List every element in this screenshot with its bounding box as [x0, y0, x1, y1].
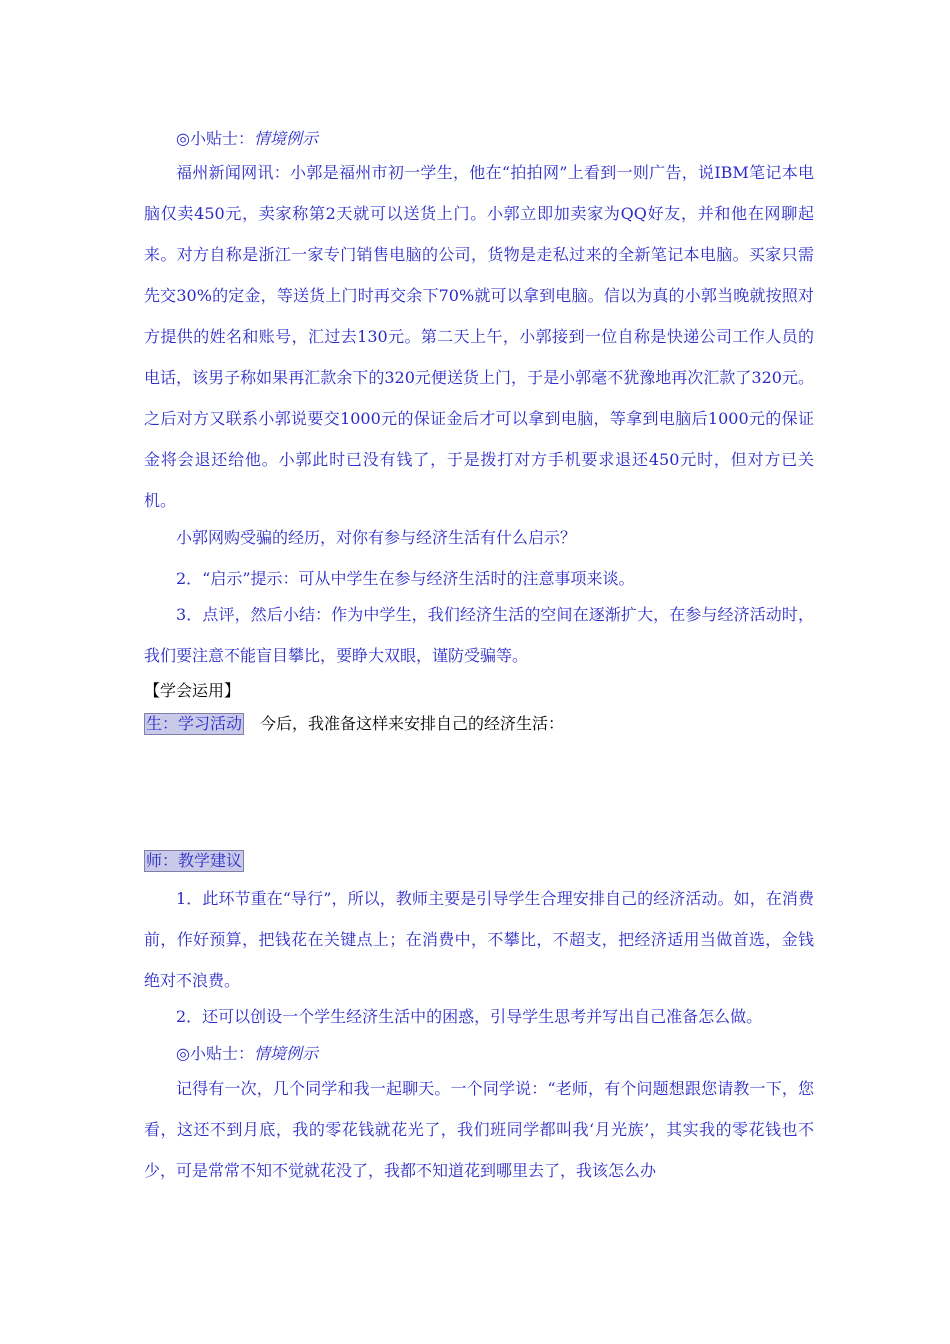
section-heading: 【学会运用】	[144, 681, 241, 700]
tip-label: ◎小贴士：	[176, 129, 254, 148]
tip-label: ◎小贴士：	[176, 1044, 254, 1063]
story-paragraph-2: 记得有一次，几个同学和我一起聊天。一个同学说：“老师，有个问题想跟您请教一下，您看，这还不到月底，我的零花钱就花光了，我们班同学都叫我‘月光族’，其实我的零花钱也不少，可是常常不知不觉就花没了，我都不知道花到哪里去了，我该怎么办	[144, 1079, 814, 1180]
teacher-advice-line	[144, 850, 244, 872]
student-activity-tag: 生：学习活动	[146, 714, 243, 733]
advice-paragraph-1: 1．此环节重在“导行”，所以，教师主要是引导学生合理安排自己的经济活动。如，在消费前，作好预算，把钱花在关键点上；在消费中，不攀比，不超支，把经济适用当做首选，金钱绝对不浪费。	[144, 889, 814, 990]
student-activity-text: 今后，我准备这样来安排自己的经济生活：	[260, 714, 565, 733]
question-paragraph: 小郭网购受骗的经历，对你有参与经济生活有什么启示？	[176, 528, 577, 547]
summary-paragraph: 3．点评，然后小结：作为中学生，我们经济生活的空间在逐渐扩大，在参与经济活动时，我们要注意不能盲目攀比，要睁大双眼，谨防受骗等。	[144, 605, 814, 665]
story-paragraph-1: 福州新闻网讯：小郭是福州市初一学生，他在“拍拍网”上看到一则广告，说IBM笔记本电脑仅卖450元，卖家称第2天就可以送货上门。小郭立即加卖家为QQ好友，并和他在网聊起来。对方自称是浙江一家专门销售电脑的公司，货物是走私过来的全新笔记本电脑。买家只需先交30%的定金，等送货上门时再交余下70%就可以拿到电脑。信以为真的小郭当晚就按照对方提供的姓名和账号，汇过去130元。第二天上午，小郭接到一位自称是快递公司工作人员的电话，该男子称如果再汇款余下的320元便送货上门，于是小郭毫不犹豫地再次汇款了320元。之后对方又联系小郭说要交1000元的保证金后才可以拿到电脑，等拿到电脑后1000元的保证金将会退还给他。小郭此时已没有钱了，于是拨打对方手机要求退还450元时，但对方已关机。	[144, 163, 814, 510]
advice-paragraph-2: 2．还可以创设一个学生经济生活中的困惑，引导学生思考并写出自己准备怎么做。	[176, 1007, 763, 1026]
tip-title: 情境例示	[253, 1044, 318, 1063]
tip-title: 情境例示	[253, 129, 318, 148]
hint-paragraph: 2．“启示”提示：可从中学生在参与经济生活时的注意事项来谈。	[176, 569, 635, 588]
teacher-advice-tag: 师：教学建议	[146, 851, 243, 870]
student-activity-line	[144, 713, 564, 735]
